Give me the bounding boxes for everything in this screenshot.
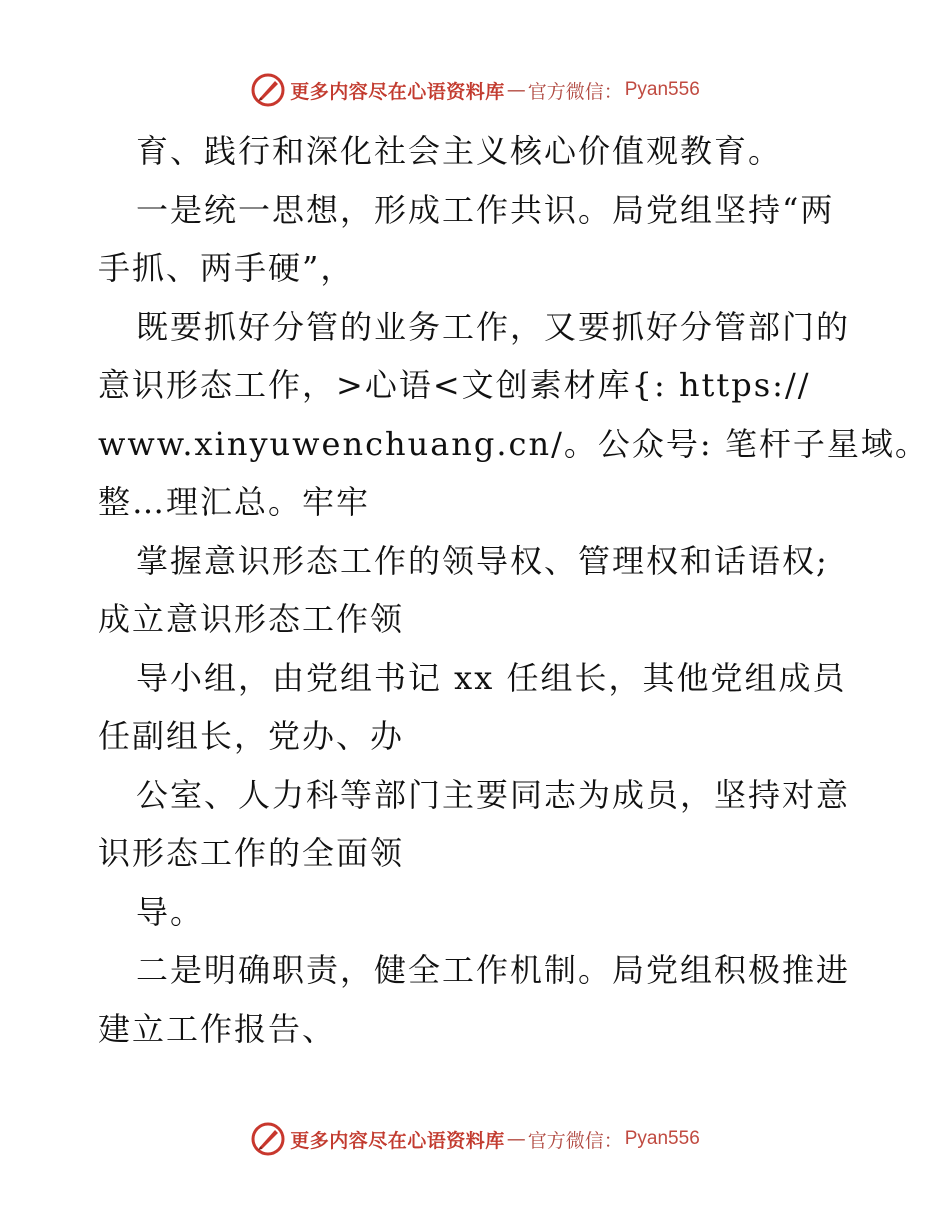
- body-line: 成立意识形态工作领: [98, 600, 405, 638]
- body-line: 掌握意识形态工作的领导权、管理权和话语权;: [136, 541, 829, 580]
- body-line: 既要抓好分管的业务工作，又要抓好分管部门的: [136, 307, 851, 346]
- watermark-wechat-id: Pyan556: [624, 1128, 700, 1149]
- watermark-main-text: 更多内容尽在心语资料库: [290, 1129, 505, 1152]
- footer-watermark: [0, 1119, 950, 1159]
- body-line: 任副组长，党办、办: [98, 717, 405, 755]
- body-line: 识形态工作的全面领: [98, 834, 405, 872]
- watermark-dash: —: [506, 1128, 526, 1150]
- quill-pen-logo-icon: [250, 1121, 286, 1157]
- header-watermark: [0, 70, 950, 110]
- body-line: 公室、人力科等部门主要同志为成员，坚持对意: [136, 775, 851, 814]
- body-line: 育、践行和深化社会主义核心价值观教育。: [136, 132, 783, 170]
- body-line: 二是明确职责，健全工作机制。局党组积极推进: [136, 951, 851, 989]
- quill-pen-logo-icon: [250, 72, 286, 108]
- document-body: [98, 122, 929, 1058]
- watermark-dash: —: [506, 79, 526, 101]
- body-line: 手抓、两手硬”，: [98, 249, 355, 287]
- body-line: 意识形态工作，>心语<文创素材库{: https://: [98, 366, 811, 404]
- watermark-wechat-id: Pyan556: [624, 79, 700, 100]
- body-line: 整…理汇总。牢牢: [98, 483, 371, 521]
- body-line: 导小组，由党组书记 xx 任组长，其他党组成员: [136, 658, 847, 697]
- watermark-main-text: 更多内容尽在心语资料库: [290, 80, 505, 103]
- watermark-wechat-label: 官方微信：: [527, 80, 623, 103]
- body-line: 一是统一思想，形成工作共识。局党组坚持“两: [136, 190, 835, 229]
- body-line: 导。: [136, 892, 205, 931]
- body-line: 建立工作报告、: [98, 1009, 337, 1048]
- body-line: www.xinyuwenchuang.cn/。公众号: 笔杆子星域。: [98, 424, 929, 463]
- watermark-wechat-label: 官方微信：: [527, 1129, 623, 1152]
